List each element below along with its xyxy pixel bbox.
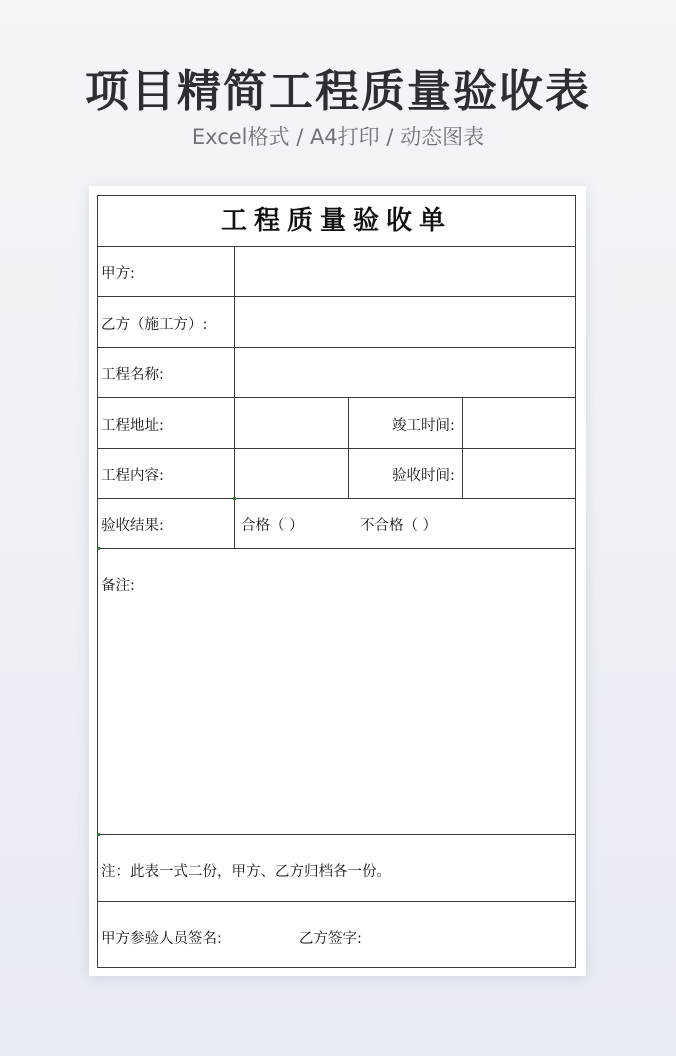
project-content-field[interactable] <box>235 449 348 498</box>
party-b-field[interactable] <box>235 297 575 347</box>
column-divider <box>348 397 349 498</box>
completion-time-field[interactable] <box>463 398 575 448</box>
project-content-label: 工程内容: <box>101 468 164 484</box>
page-title: 项目精简工程质量验收表 <box>85 66 591 117</box>
pass-checkbox[interactable]: 合格（ ） <box>241 518 304 534</box>
row-divider <box>98 498 575 499</box>
project-address-label: 工程地址: <box>101 418 164 434</box>
acceptance-form <box>97 195 576 968</box>
project-name-field[interactable] <box>235 348 575 397</box>
acceptance-time-label: 验收时间: <box>392 468 455 484</box>
row-divider <box>98 901 575 902</box>
party-a-label: 甲方: <box>101 266 135 282</box>
party-b-signature-label: 乙方签字: <box>299 931 362 947</box>
document-sheet <box>89 186 586 976</box>
remarks-label: 备注: <box>101 578 135 594</box>
completion-time-label: 竣工时间: <box>392 418 455 434</box>
fail-checkbox[interactable]: 不合格（ ） <box>360 518 438 534</box>
party-a-field[interactable] <box>235 247 575 296</box>
acceptance-time-field[interactable] <box>463 449 575 498</box>
page-subtitle: Excel格式 / A4打印 / 动态图表 <box>191 125 485 149</box>
project-name-label: 工程名称: <box>101 367 164 383</box>
project-address-field[interactable] <box>235 398 348 448</box>
party-a-signature-label: 甲方参验人员签名: <box>101 931 222 947</box>
row-divider <box>98 834 575 835</box>
party-b-label: 乙方（施工方）: <box>101 317 208 333</box>
remarks-field[interactable] <box>98 549 575 834</box>
note-text: 注：此表一式二份，甲方、乙方归档各一份。 <box>101 864 391 880</box>
form-title: 工程质量验收单 <box>220 206 452 236</box>
result-label: 验收结果: <box>101 518 164 534</box>
